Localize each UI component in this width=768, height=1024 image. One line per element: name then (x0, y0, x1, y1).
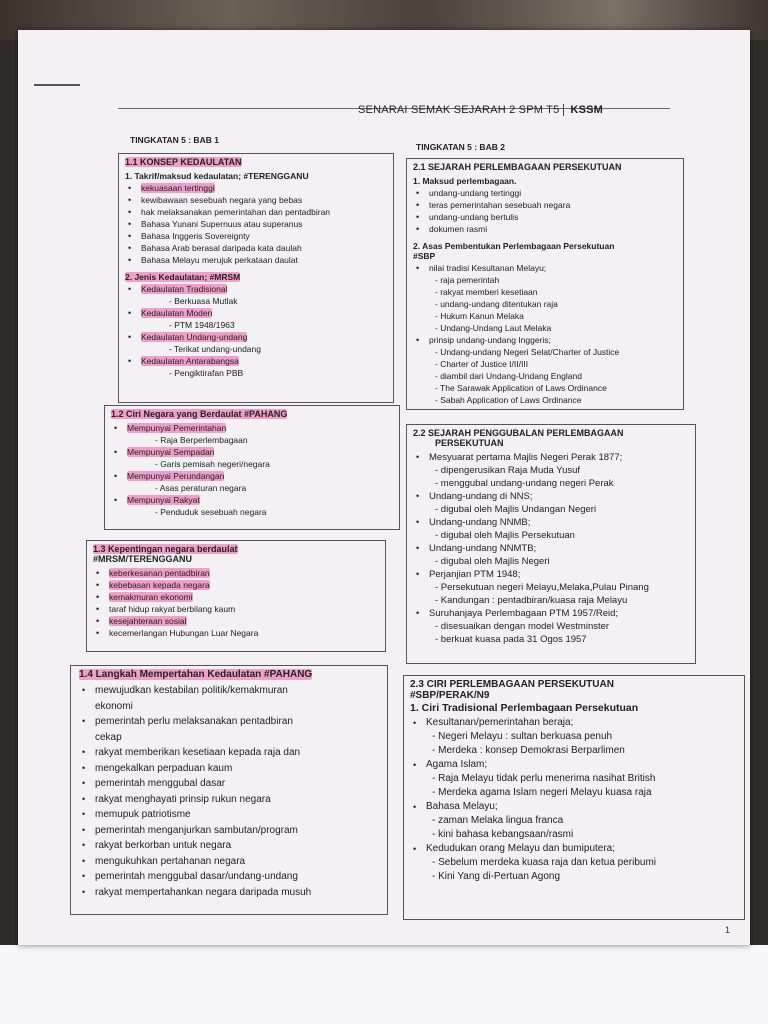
list-item: • Suruhanjaya Perlembagaan PTM 1957/Reid; (413, 607, 689, 620)
list-item: • kemakmuran ekonomi (93, 591, 379, 603)
list-item: • pemerintah menggubal dasar/undang-undang (79, 869, 379, 885)
list-detail: - Asas peraturan negara (155, 483, 247, 493)
list-item: • undang-undang bertulis (413, 211, 677, 223)
list-item: • rakyat berkorban untuk negara (79, 838, 379, 854)
list-detail: ekonomi (95, 700, 133, 712)
worksheet-page (18, 30, 750, 945)
list-item: • Kedaulatan Antarabangsa (125, 355, 387, 367)
box-title: 1.2 Ciri Negara yang Berdaulat #PAHANG (111, 409, 288, 419)
list-item: • rakyat menghayati prinsip rukun negara (79, 792, 379, 808)
box-title: 2.3 CIRI PERLEMBAGAAN PERSEKUTUAN (410, 679, 614, 690)
list-item: • mewujudkan kestabilan politik/kemakmuran (79, 683, 379, 699)
list-item: • rakyat memberikan kesetiaan kepada raja dan (79, 745, 379, 761)
list-item: • Mempunyai Sempadan (111, 446, 393, 458)
list-item: • Bahasa Yunani Supernuus atau superanus (125, 218, 387, 230)
list-item: • mengukuhkan pertahanan negara (79, 854, 379, 870)
list-item: • dokumen rasmi (413, 223, 677, 235)
list-detail: - digubal oleh Majlis Undangan Negeri (435, 504, 597, 515)
list-item: • Kedudukan orang Melayu dan bumiputera; (410, 842, 738, 856)
kssm-tag: KSSM (563, 104, 603, 116)
subheading: 2. Asas Pembentukan Perlembagaan Persekutuan (413, 241, 615, 251)
subheading: 2. Jenis Kedaulatan; #MRSM (125, 272, 241, 282)
list-detail: - Kini Yang di-Pertuan Agong (432, 871, 561, 882)
list-item: • Mempunyai Rakyat (111, 494, 393, 506)
list-detail: - PTM 1948/1963 (169, 320, 235, 330)
box-1-2 (104, 405, 400, 530)
list-detail: - disesuaikan dengan model Westminster (435, 621, 610, 632)
left-column-label: TINGKATAN 5 : BAB 1 (130, 135, 219, 145)
list-detail: - Sebelum merdeka kuasa raja dan ketua peribumi (432, 857, 657, 868)
list-item: • Kedaulatan Moden (125, 307, 387, 319)
list-detail: - The Sarawak Application of Laws Ordinance (435, 383, 607, 393)
list-detail: - raja pemerintah (435, 275, 500, 285)
list-detail: - Merdeka agama Islam negeri Melayu kuasa raja (432, 787, 652, 798)
list-item: • Mempunyai Perundangan (111, 470, 393, 482)
list-item: • kewibawaan sesebuah negara yang bebas (125, 194, 387, 206)
list-item: • undang-undang tertinggi (413, 187, 677, 199)
box-2-3 (403, 675, 745, 920)
box-title: 2.1 SEJARAH PERLEMBAGAAN PERSEKUTUAN (413, 162, 622, 172)
pen-mark (34, 84, 80, 86)
box-2-2 (406, 424, 696, 664)
list-detail: - Negeri Melayu : sultan berkuasa penuh (432, 731, 613, 742)
list-item: • Bahasa Melayu; (410, 800, 738, 814)
box-tag: #MRSM/TERENGGANU (93, 554, 193, 564)
subheading: 1. Ciri Tradisional Perlembagaan Persekutuan (410, 702, 639, 714)
right-column-label: TINGKATAN 5 : BAB 2 (416, 142, 505, 152)
list-item: • Mesyuarat pertama Majlis Negeri Perak 1877; (413, 451, 689, 464)
list-item: • Undang-undang di NNS; (413, 490, 689, 503)
list-item: • teras pemerintahan sesebuah negara (413, 199, 677, 211)
box-title: 1.1 KONSEP KEDAULATAN (125, 157, 242, 167)
list-item: • Kedaulatan Undang-undang (125, 331, 387, 343)
list-item: • kesejahteraan sosial (93, 615, 379, 627)
list-detail: - Kandungan : pentadbiran/kuasa raja Melayu (435, 595, 628, 606)
list-detail: - Merdeka : konsep Demokrasi Berparlimen (432, 745, 625, 756)
list-item: • kebebasan kepada negara (93, 579, 379, 591)
list-detail: - Raja Berperlembagaan (155, 435, 248, 445)
list-detail: - Terikat undang-undang (169, 344, 261, 354)
list-detail: - Hukum Kanun Melaka (435, 311, 524, 321)
list-detail: - Charter of Justice I/II/III (435, 359, 529, 369)
section-tag: #SBP (413, 251, 436, 261)
list-item: • Perjanjian PTM 1948; (413, 568, 689, 581)
box-title: 1.3 Kepentingan negara berdaulat (93, 544, 238, 554)
list-detail: - diambil dari Undang-Undang England (435, 371, 582, 381)
list-item: • pemerintah menggubal dasar (79, 776, 379, 792)
list-detail: - Penduduk sesebuah negara (155, 507, 267, 517)
list-item: • mengekalkan perpaduan kaum (79, 761, 379, 777)
list-item: • hak melaksanakan pemerintahan dan pentadbiran (125, 206, 387, 218)
list-detail: - Undang-Undang Laut Melaka (435, 323, 552, 333)
list-detail: - berkuat kuasa pada 31 Ogos 1957 (435, 634, 587, 645)
list-item: • kecemerlangan Hubungan Luar Negara (93, 627, 379, 639)
subheading: 1. Maksud perlembagaan. (413, 176, 517, 186)
list-item: • Bahasa Inggeris Sovereignty (125, 230, 387, 242)
list-item: • Undang-undang NNMB; (413, 516, 689, 529)
list-detail: - rakyat memberi kesetiaan (435, 287, 538, 297)
list-item: • keberkesanan pentadbiran (93, 567, 379, 579)
list-detail: - digubal oleh Majlis Persekutuan (435, 530, 575, 541)
list-detail: - kini bahasa kebangsaan/rasmi (432, 829, 574, 840)
list-item: • prinsip undang-undang Inggeris; (413, 334, 677, 346)
list-item: • Undang-undang NNMTB; (413, 542, 689, 555)
list-item: • kekuasaan tertinggi (125, 182, 387, 194)
list-item: • taraf hidup rakyat berbilang kaum (93, 603, 379, 615)
list-item: • Kesultanan/pemerintahan beraja; (410, 716, 738, 730)
box-title: 1.4 Langkah Mempertahan Kedaulatan #PAHANG (79, 669, 313, 680)
box-1-3 (86, 540, 386, 652)
list-item: • Mempunyai Pemerintahan (111, 422, 393, 434)
list-detail: cekap (95, 731, 122, 743)
box-2-1 (406, 158, 684, 410)
list-detail: - zaman Melaka lingua franca (432, 815, 564, 826)
page-header (358, 104, 603, 116)
list-detail: - Raja Melayu tidak perlu menerima nasihat British (432, 773, 656, 784)
list-detail: - Undang-undang Negeri Selat/Charter of Justice (435, 347, 620, 357)
list-detail: - Berkuasa Mutlak (169, 296, 238, 306)
box-tag: #SBP/PERAK/N9 (410, 690, 490, 701)
list-item: • Bahasa Arab berasal daripada kata daulah (125, 242, 387, 254)
list-detail: - undang-undang ditentukan raja (435, 299, 558, 309)
page-title: SENARAI SEMAK SEJARAH 2 SPM T5 (358, 104, 560, 116)
box-1-1 (118, 153, 394, 403)
list-detail: - Sabah Application of Laws Ordinance (435, 395, 582, 405)
list-item: • pemerintah perlu melaksanakan pentadbiran (79, 714, 379, 730)
list-item: • Agama Islam; (410, 758, 738, 772)
list-item: • pemerintah menganjurkan sambutan/program (79, 823, 379, 839)
list-detail: - Persekutuan negeri Melayu,Melaka,Pulau Pinang (435, 582, 649, 593)
list-detail: - dipengerusikan Raja Muda Yusuf (435, 465, 581, 476)
page-number: 1 (724, 925, 730, 935)
list-detail: - digubal oleh Majlis Negeri (435, 556, 550, 567)
list-item: • memupuk patriotisme (79, 807, 379, 823)
list-detail: - Pengiktirafan PBB (169, 368, 244, 378)
box-title: 2.2 SEJARAH PENGGUBALAN PERLEMBAGAAN (413, 428, 624, 438)
box-1-4 (70, 665, 388, 915)
list-item: • Kedaulatan Tradisional (125, 283, 387, 295)
list-detail: - Garis pemisah negeri/negara (155, 459, 270, 469)
list-detail: - menggubal undang-undang negeri Perak (435, 478, 614, 489)
list-item: • Bahasa Melayu merujuk perkataan daulat (125, 254, 387, 266)
subheading: 1. Takrif/maksud kedaulatan; #TERENGGANU (125, 171, 309, 181)
box-title-line2: PERSEKUTUAN (435, 438, 504, 448)
list-item: • nilai tradisi Kesultanan Melayu; (413, 262, 677, 274)
list-item: • rakyat mempertahankan negara daripada musuh (79, 885, 379, 901)
page-margin-bottom (0, 945, 768, 1024)
